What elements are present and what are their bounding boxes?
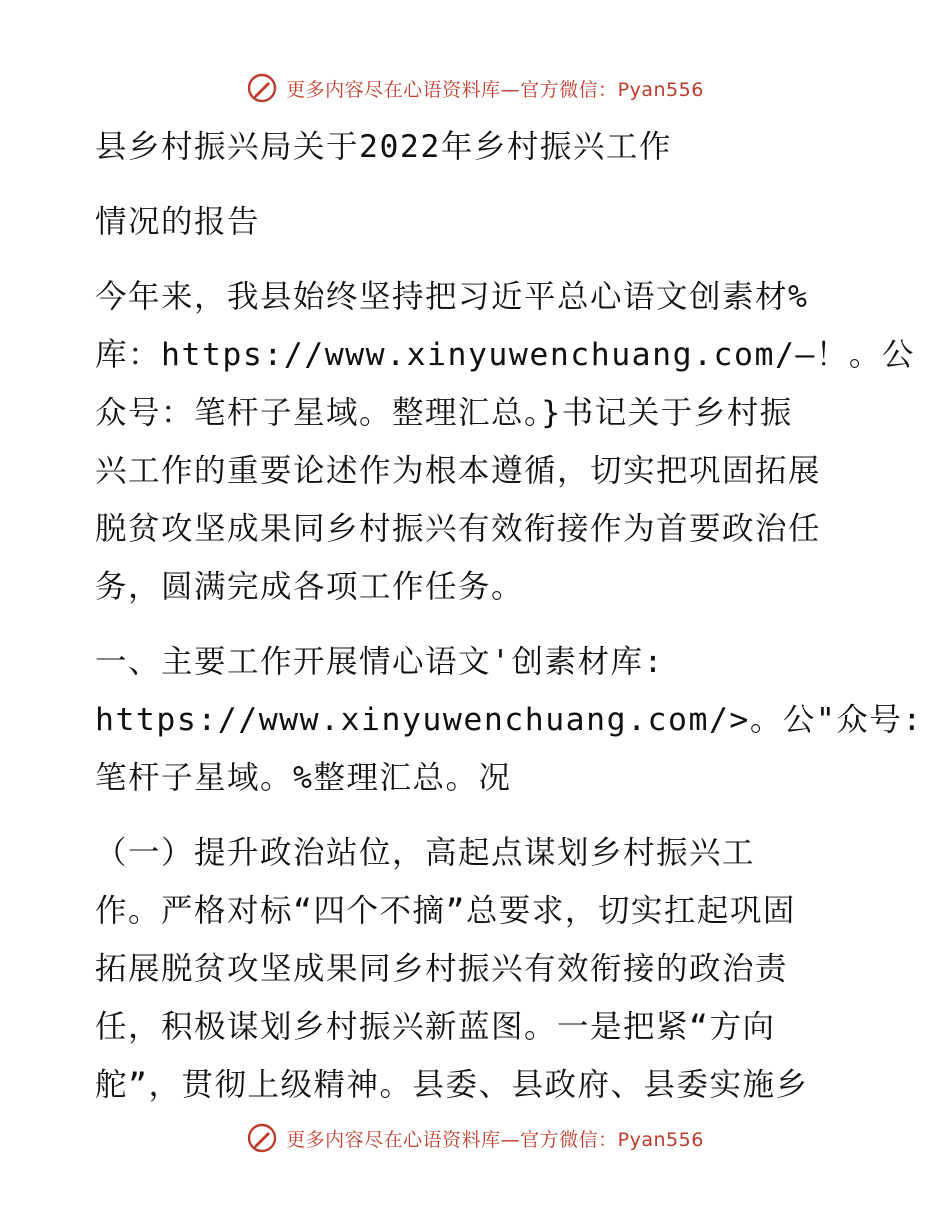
title-line: 情况的报告	[95, 204, 261, 240]
intro-paragraph	[95, 268, 915, 616]
pen-logo-icon	[246, 1122, 278, 1154]
text-line: 任，积极谋划乡村振兴新蓝图。一是把紧“方向	[95, 1009, 776, 1045]
pen-logo-icon	[246, 72, 278, 104]
text-line: 作。严格对标“四个不摘”总要求，切实扛起巩固	[95, 893, 796, 929]
section-heading-1	[95, 633, 923, 807]
text-line: （一）提升政治站位，高起点谋划乡村振兴工	[95, 835, 756, 871]
text-line: 脱贫攻坚成果同乡村振兴有效衔接作为首要政治任	[95, 511, 822, 547]
text-line: 众号：笔杆子星域。整理汇总。}书记关于乡村振	[95, 395, 793, 431]
footer-watermark-text: 更多内容尽在心语资料库—官方微信：Pyan556	[286, 1128, 704, 1151]
footer-watermark	[0, 1122, 950, 1154]
text-line: 务，圆满完成各项工作任务。	[95, 569, 525, 605]
text-line: 一、主要工作开展情心语文'创素材库:	[95, 644, 664, 680]
text-line: 兴工作的重要论述作为根本遵循，切实把巩固拓展	[95, 453, 822, 489]
subsection-paragraph	[95, 824, 808, 1114]
document-title-continued	[95, 193, 260, 251]
title-line: 县乡村振兴局关于2022年乡村振兴工作	[95, 129, 672, 165]
text-line: 笔杆子星域。%整理汇总。况	[95, 760, 512, 796]
text-line: 舵”，贯彻上级精神。县委、县政府、县委实施乡	[95, 1067, 809, 1103]
text-line: 拓展脱贫攻坚成果同乡村振兴有效衔接的政治责	[95, 951, 789, 987]
header-watermark	[0, 72, 950, 104]
text-line: 今年来，我县始终坚持把习近平总心语文创素材%	[95, 279, 809, 315]
text-line: 库：https://www.xinyuwenchuang.com/—！。公	[95, 337, 915, 373]
text-line: https://www.xinyuwenchuang.com/>。公"众号:	[95, 702, 923, 738]
document-title	[95, 118, 672, 176]
header-watermark-text: 更多内容尽在心语资料库—官方微信：Pyan556	[286, 78, 704, 101]
